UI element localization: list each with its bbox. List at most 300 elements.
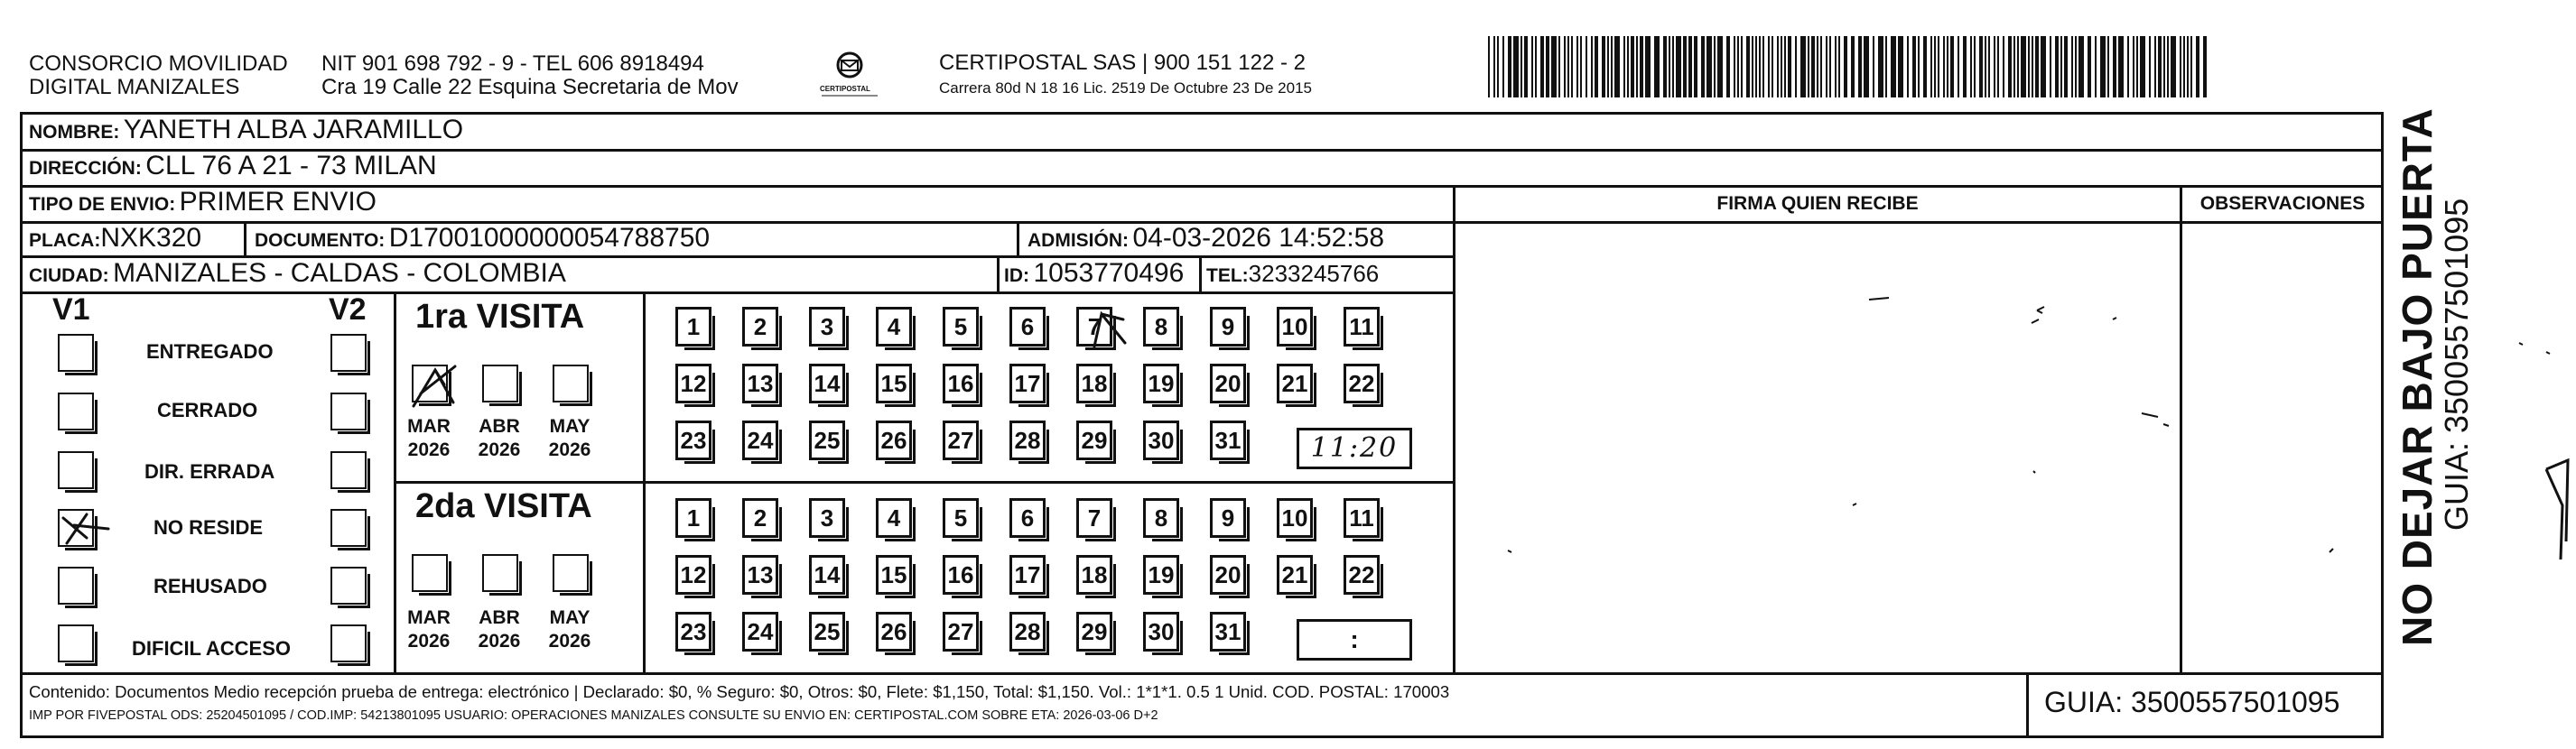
month-year: 2026 — [478, 631, 521, 652]
first-visit-month-may[interactable] — [553, 365, 589, 402]
barcode-bar — [1520, 36, 1522, 97]
barcode-bar — [1979, 36, 1983, 97]
second-visit-title: 2da VISITA — [415, 487, 592, 525]
barcode-bar — [1734, 36, 1735, 97]
handwritten-mark-icon — [1087, 307, 1132, 352]
barcode-bar — [2203, 36, 2207, 97]
first-visit-title: 1ra VISITA — [415, 298, 585, 336]
v2-checkbox-cerrado[interactable] — [330, 393, 367, 430]
second-visit-day-12[interactable]: 12 — [675, 555, 711, 595]
barcode-bar — [1676, 36, 1681, 97]
barcode-bar — [1907, 36, 1909, 97]
barcode-bar — [1784, 36, 1786, 97]
barcode-bar — [1891, 36, 1896, 97]
barcode-bar — [2075, 36, 2077, 97]
option-entregado: ENTREGADO — [146, 340, 274, 363]
barcode-bar — [1607, 36, 1609, 97]
document-label: DOCUMENTO: — [255, 230, 386, 251]
barcode-bar — [1672, 36, 1674, 97]
barcode-bar — [1741, 36, 1743, 97]
barcode-bar — [1829, 36, 1831, 97]
barcode-bar — [1488, 36, 1490, 97]
company-contact — [321, 52, 739, 99]
second-visit-day-6[interactable]: 6 — [1009, 498, 1046, 538]
barcode-bar — [2187, 36, 2189, 97]
month-name: MAR — [407, 607, 451, 628]
first-visit-day-12[interactable]: 12 — [675, 364, 711, 403]
barcode-bar — [2154, 36, 2156, 97]
barcode-bar — [2035, 36, 2039, 97]
first-month-may — [545, 415, 594, 462]
month-name: MAY — [549, 416, 591, 437]
barcode-bar — [1988, 36, 1990, 97]
barcode-bar — [2013, 36, 2015, 97]
barcode-bar — [1768, 36, 1770, 97]
admission-label: ADMISIÓN: — [1028, 230, 1129, 251]
barcode-bar — [1558, 36, 1560, 97]
second-visit-time: : — [1350, 625, 1359, 653]
second-visit-day-11[interactable]: 11 — [1344, 498, 1380, 538]
barcode-bar — [2060, 36, 2062, 97]
barcode-bar — [2032, 36, 2033, 97]
barcode-bar — [2149, 36, 2151, 97]
first-visit-day-22[interactable]: 22 — [1344, 364, 1380, 403]
visit-divider — [394, 481, 1455, 484]
barcode-bar — [1923, 36, 1927, 97]
v2-checkbox-dificil-acceso[interactable] — [330, 624, 367, 662]
barcode-bar — [1970, 36, 1972, 97]
barcode-bar — [1701, 36, 1705, 97]
second-visit-day-24[interactable]: 24 — [742, 612, 778, 652]
barcode-bar — [1755, 36, 1757, 97]
month-year: 2026 — [548, 631, 591, 652]
barcode-bar — [2127, 36, 2129, 97]
barcode-bar — [2113, 36, 2116, 97]
barcode-bar — [1994, 36, 1995, 97]
certipostal-logo — [818, 51, 881, 103]
barcode-bar — [1631, 36, 1634, 97]
barcode-bar — [1864, 36, 1869, 97]
barcode-bar — [1663, 36, 1667, 97]
tel-label: TEL: — [1206, 265, 1249, 286]
document-row — [255, 223, 710, 254]
company-nit: NIT 901 698 792 - 9 - TEL 606 8918494 — [321, 51, 704, 76]
city-row — [29, 258, 566, 289]
second-visit-day-13[interactable]: 13 — [742, 555, 778, 595]
second-month-may — [545, 606, 594, 653]
barcode-bar — [2171, 36, 2176, 97]
barcode-bar — [1726, 36, 1730, 97]
barcode-bar — [1580, 36, 1582, 97]
plate-label: PLACA: — [29, 230, 101, 251]
first-visit-day-29[interactable]: 29 — [1076, 421, 1112, 460]
barcode-bar — [1654, 36, 1660, 97]
barcode-bar — [1943, 36, 1945, 97]
barcode-bar — [1873, 36, 1874, 97]
barcode-bar — [1640, 36, 1643, 97]
document-value: D17001000000054788750 — [388, 223, 711, 253]
barcode-bar — [2088, 36, 2091, 97]
observations-area[interactable] — [2181, 224, 2382, 671]
barcode-bar — [1958, 36, 1959, 97]
signature-area[interactable] — [1455, 224, 2178, 671]
barcode-bar — [2003, 36, 2004, 97]
option-cerrado: CERRADO — [157, 399, 258, 421]
barcode-bar — [2041, 36, 2046, 97]
footer-guia: GUIA: 3500557501095 — [2044, 686, 2340, 718]
type-row — [29, 187, 377, 217]
barcode-bar — [1683, 36, 1687, 97]
option-rehusado: REHUSADO — [153, 575, 267, 597]
address-row — [29, 151, 437, 181]
barcode-bar — [1985, 36, 1986, 97]
barcode-bar — [2180, 36, 2181, 97]
month-year: 2026 — [548, 439, 591, 460]
city-value: MANIZALES - CALDAS - COLOMBIA — [113, 258, 566, 288]
barcode-bar — [1502, 36, 1504, 97]
first-visit-day-5[interactable]: 5 — [943, 307, 979, 347]
barcode-bar — [1706, 36, 1712, 97]
col-divider — [244, 221, 246, 255]
first-visit-month-mar[interactable] — [412, 365, 448, 402]
first-visit-day-16[interactable]: 16 — [943, 364, 979, 403]
second-visit-day-10[interactable]: 10 — [1277, 498, 1313, 538]
v1-checkbox-entregado[interactable] — [58, 334, 94, 372]
barcode-bar — [1746, 36, 1750, 97]
second-visit-month-may[interactable] — [553, 554, 589, 592]
v1-checkbox-rehusado[interactable] — [58, 567, 94, 605]
month-year: 2026 — [407, 439, 451, 460]
admission-row — [1028, 223, 1384, 254]
second-visit-day-20[interactable]: 20 — [1210, 555, 1246, 595]
first-visit-day-3[interactable]: 3 — [809, 307, 845, 347]
city-label: CIUDAD: — [29, 265, 109, 286]
first-visit-time-box[interactable] — [1297, 428, 1412, 469]
second-visit-day-19[interactable]: 19 — [1143, 555, 1179, 595]
barcode-bar — [2078, 36, 2084, 97]
second-month-mar — [405, 606, 453, 653]
second-visit-day-21[interactable]: 21 — [1277, 555, 1313, 595]
observations-header: OBSERVACIONES — [2199, 193, 2366, 214]
barcode-bar — [1714, 36, 1716, 97]
footer-divider — [20, 672, 2384, 675]
courier-address: Carrera 80d N 18 16 Lic. 2519 De Octubre 23 De 2015 — [939, 79, 1312, 97]
admission-value: 04-03-2026 14:52:58 — [1132, 223, 1385, 253]
barcode-bar — [1938, 36, 1939, 97]
barcode-bar — [1540, 36, 1544, 97]
v2-checkbox-entregado[interactable] — [330, 334, 367, 372]
barcode-bar — [1627, 36, 1629, 97]
month-name: ABR — [479, 416, 520, 437]
first-visit-day-26[interactable]: 26 — [876, 421, 912, 460]
barcode-bar — [2028, 36, 2030, 97]
second-visit-day-18[interactable]: 18 — [1076, 555, 1112, 595]
barcode-bar — [1817, 36, 1818, 97]
first-visit-day-14[interactable]: 14 — [809, 364, 845, 403]
barcode-bar — [1912, 36, 1916, 97]
month-year: 2026 — [407, 631, 451, 652]
barcode-bar — [2017, 36, 2019, 97]
month-name: MAY — [549, 607, 591, 628]
barcode-bar — [1844, 36, 1847, 97]
barcode-bar — [1546, 36, 1549, 97]
tel-row — [1206, 260, 1379, 288]
v1-label: V1 — [52, 292, 90, 327]
barcode-bar — [2021, 36, 2026, 97]
barcode-bar — [2140, 36, 2145, 97]
barcode-bar — [2071, 36, 2073, 97]
v1-checkbox-no-reside[interactable] — [58, 509, 94, 547]
barcode-bar — [1858, 36, 1862, 97]
v2-checkbox-no-reside[interactable] — [330, 509, 367, 547]
name-row — [29, 115, 463, 145]
barcode-bar — [1645, 36, 1651, 97]
barcode-bar — [1918, 36, 1920, 97]
barcode-bar — [1752, 36, 1753, 97]
row-divider — [20, 291, 1455, 294]
first-visit-day-15[interactable]: 15 — [876, 364, 912, 403]
v1-checkbox-dir-errada[interactable] — [58, 451, 94, 489]
first-visit-day-17[interactable]: 17 — [1009, 364, 1046, 403]
second-visit-day-7[interactable]: 7 — [1076, 498, 1112, 538]
v2-checkbox-rehusado[interactable] — [330, 567, 367, 605]
first-visit-month-abr[interactable] — [482, 365, 518, 402]
v2-label: V2 — [329, 292, 367, 327]
first-visit-day-6[interactable]: 6 — [1009, 307, 1046, 347]
barcode-bar — [1898, 36, 1903, 97]
barcode-bar — [1997, 36, 1999, 97]
second-visit-day-23[interactable]: 23 — [675, 612, 711, 652]
first-visit-day-20[interactable]: 20 — [1210, 364, 1246, 403]
first-visit-day-4[interactable]: 4 — [876, 307, 912, 347]
barcode-bar — [1826, 36, 1827, 97]
barcode-bar — [1777, 36, 1779, 97]
second-visit-month-abr[interactable] — [482, 554, 518, 592]
barcode-bar — [1493, 36, 1495, 97]
second-visit-day-22[interactable]: 22 — [1344, 555, 1380, 595]
barcode-bar — [2095, 36, 2097, 97]
address-value: CLL 76 A 21 - 73 MILAN — [145, 151, 437, 180]
handwritten-check-mark-icon — [56, 507, 137, 552]
option-no-reside: NO RESIDE — [153, 516, 264, 539]
second-visit-day-27[interactable]: 27 — [943, 612, 979, 652]
barcode-bar — [1611, 36, 1613, 97]
second-visit-day-29[interactable]: 29 — [1076, 612, 1112, 652]
barcode-bar — [2100, 36, 2106, 97]
col-divider — [997, 255, 1000, 291]
barcode-bar — [2055, 36, 2059, 97]
first-visit-time: 11:20 — [1310, 432, 1399, 464]
col-divider — [1199, 255, 1202, 291]
barcode-bar — [1851, 36, 1855, 97]
name-label: NOMBRE: — [29, 122, 120, 143]
barcode-bar — [1811, 36, 1815, 97]
first-visit-day-18[interactable]: 18 — [1076, 364, 1112, 403]
side-guia-wrap — [2438, 152, 2474, 531]
signature-header: FIRMA QUIEN RECIBE — [1716, 193, 1919, 214]
barcode-bar — [1694, 36, 1697, 97]
barcode-bar — [2008, 36, 2012, 97]
first-visit-day-9[interactable]: 9 — [1210, 307, 1246, 347]
barcode-bar — [1759, 36, 1761, 97]
second-visit-day-5[interactable]: 5 — [943, 498, 979, 538]
barcode-bar — [2107, 36, 2109, 97]
barcode-bar — [2190, 36, 2192, 97]
second-visit-day-1[interactable]: 1 — [675, 498, 711, 538]
month-year: 2026 — [478, 439, 521, 460]
barcode-bar — [1571, 36, 1573, 97]
signature-scribbles — [1455, 224, 2178, 671]
barcode-bar — [1737, 36, 1739, 97]
address-label: DIRECCIÓN: — [29, 158, 142, 179]
v1-checkbox-dificil-acceso[interactable] — [58, 624, 94, 662]
col-divider — [2026, 672, 2029, 738]
barcode-bar — [1591, 36, 1593, 97]
barcode-bar — [2136, 36, 2138, 97]
barcode-bar — [1781, 36, 1782, 97]
first-month-abr — [475, 415, 524, 462]
barcode-bar — [1508, 36, 1511, 97]
barcode-bar — [1602, 36, 1605, 97]
second-visit-day-9[interactable]: 9 — [1210, 498, 1246, 538]
company-line-1: CONSORCIO MOVILIDAD — [29, 51, 288, 76]
barcode-bar — [2183, 36, 2185, 97]
month-name: ABR — [479, 607, 520, 628]
second-visit-day-31[interactable]: 31 — [1210, 612, 1246, 652]
barcode-bar — [1535, 36, 1537, 97]
plate-value: NXK320 — [100, 223, 202, 253]
side-guia: GUIA: 3500557501095 — [2438, 198, 2475, 531]
first-visit-day-25[interactable]: 25 — [809, 421, 845, 460]
company-address: Cra 19 Calle 22 Esquina Secretaria de Mov — [321, 75, 739, 99]
first-visit-day-7[interactable]: 7 — [1076, 307, 1112, 347]
handwritten-check-mark-icon — [408, 357, 462, 411]
second-visit-day-8[interactable]: 8 — [1143, 498, 1179, 538]
barcode-bar — [2158, 36, 2162, 97]
observation-marks — [2181, 224, 2382, 671]
type-label: TIPO DE ENVIO: — [29, 194, 176, 215]
barcode-bar — [1795, 36, 1797, 97]
footer-print-info: IMP POR FIVEPOSTAL ODS: 25204501095 / COD.IMP: 54213801095 USUARIO: OPERACIONES MANIZALES CONSULTE SU ENVIO EN: CERTIPOSTAL.COM SOBRE ETA: 2026-03-06 D+2 — [29, 708, 1158, 723]
first-visit-day-27[interactable]: 27 — [943, 421, 979, 460]
barcode-bar — [1885, 36, 1887, 97]
v2-checkbox-dir-errada[interactable] — [330, 451, 367, 489]
first-visit-day-23[interactable]: 23 — [675, 421, 711, 460]
certipostal-logo-icon — [818, 51, 881, 103]
second-visit-day-28[interactable]: 28 — [1009, 612, 1046, 652]
barcode-bar — [1974, 36, 1976, 97]
month-name: MAR — [407, 416, 451, 437]
barcode-bar — [1586, 36, 1587, 97]
barcode-bar — [1808, 36, 1809, 97]
barcode-bar — [1950, 36, 1954, 97]
second-visit-time-box[interactable] — [1297, 619, 1412, 661]
second-visit-day-14[interactable]: 14 — [809, 555, 845, 595]
second-visit-day-16[interactable]: 16 — [943, 555, 979, 595]
barcode-bar — [1878, 36, 1883, 97]
courier-name: CERTIPOSTAL SAS | 900 151 122 - 2 — [939, 51, 1306, 75]
option-dir-errada: DIR. ERRADA — [144, 460, 275, 483]
barcode-bar — [1524, 36, 1528, 97]
barcode-bar — [1788, 36, 1791, 97]
second-month-abr — [475, 606, 524, 653]
barcode-bar — [1576, 36, 1578, 97]
edge-scribble-icon — [2510, 334, 2573, 605]
barcode-bar — [1567, 36, 1569, 97]
id-value: 1053770496 — [1033, 258, 1185, 288]
barcode-bar — [1531, 36, 1533, 97]
tel-value: 3233245766 — [1248, 260, 1380, 287]
second-visit-day-3[interactable]: 3 — [809, 498, 845, 538]
option-dificil-acceso: DIFICIL ACCESO — [132, 637, 292, 660]
second-visit-month-mar[interactable] — [412, 554, 448, 592]
barcode-bar — [1636, 36, 1638, 97]
barcode-bar — [2163, 36, 2165, 97]
barcode-bar — [1838, 36, 1840, 97]
id-row — [1004, 258, 1184, 289]
first-visit-day-21[interactable]: 21 — [1277, 364, 1313, 403]
barcode-bar — [2167, 36, 2169, 97]
first-visit-day-1[interactable]: 1 — [675, 307, 711, 347]
v1-checkbox-cerrado[interactable] — [58, 393, 94, 430]
first-visit-day-30[interactable]: 30 — [1143, 421, 1179, 460]
barcode-bar — [2118, 36, 2124, 97]
first-visit-day-28[interactable]: 28 — [1009, 421, 1046, 460]
company-line-2: DIGITAL MANIZALES — [29, 75, 240, 99]
company-name — [29, 52, 288, 99]
barcode-bar — [1669, 36, 1670, 97]
first-visit-day-11[interactable]: 11 — [1344, 307, 1380, 347]
first-visit-day-8[interactable]: 8 — [1143, 307, 1179, 347]
first-visit-day-13[interactable]: 13 — [742, 364, 778, 403]
barcode-bar — [1930, 36, 1932, 97]
first-visit-day-31[interactable]: 31 — [1210, 421, 1246, 460]
first-visit-day-2[interactable]: 2 — [742, 307, 778, 347]
second-visit-day-4[interactable]: 4 — [876, 498, 912, 538]
second-visit-day-2[interactable]: 2 — [742, 498, 778, 538]
barcode-bar — [2050, 36, 2051, 97]
barcode-bar — [1963, 36, 1967, 97]
first-visit-day-24[interactable]: 24 — [742, 421, 778, 460]
id-label: ID: — [1004, 265, 1029, 286]
side-no-dejar-bajo-puerta: NO DEJAR BAJO PUERTA — [2394, 107, 2441, 646]
barcode-bar — [1772, 36, 1773, 97]
first-month-mar — [405, 415, 453, 462]
barcode-bar — [1564, 36, 1566, 97]
barcode-bar — [2064, 36, 2068, 97]
barcode-bar — [2196, 36, 2199, 97]
second-visit-day-25[interactable]: 25 — [809, 612, 845, 652]
barcode-bar — [1820, 36, 1822, 97]
first-visit-day-19[interactable]: 19 — [1143, 364, 1179, 403]
barcode-bar — [1947, 36, 1948, 97]
first-visit-day-10[interactable]: 10 — [1277, 307, 1313, 347]
barcode-bar — [1551, 36, 1557, 97]
barcode-bar — [1623, 36, 1625, 97]
footer-contents: Contenido: Documentos Medio recepción prueba de entrega: electrónico | Declarado: $0, % Seguro: $0, Otros: $0, Flete: $1,150, Total: $1,150. Vol.: 1*1*1. 0.5 1 Unid. COD. POSTAL: 170003 — [29, 682, 1450, 701]
barcode-bar — [1835, 36, 1837, 97]
barcode-bar — [1934, 36, 1936, 97]
name-value: YANETH ALBA JARAMILLO — [123, 115, 464, 144]
second-visit-day-30[interactable]: 30 — [1143, 612, 1179, 652]
barcode-bar — [1595, 36, 1598, 97]
barcode-bar — [1688, 36, 1692, 97]
second-visit-day-15[interactable]: 15 — [876, 555, 912, 595]
second-visit-day-17[interactable]: 17 — [1009, 555, 1046, 595]
type-value: PRIMER ENVIO — [179, 187, 377, 217]
second-visit-day-26[interactable]: 26 — [876, 612, 912, 652]
barcode-bar — [1717, 36, 1723, 97]
